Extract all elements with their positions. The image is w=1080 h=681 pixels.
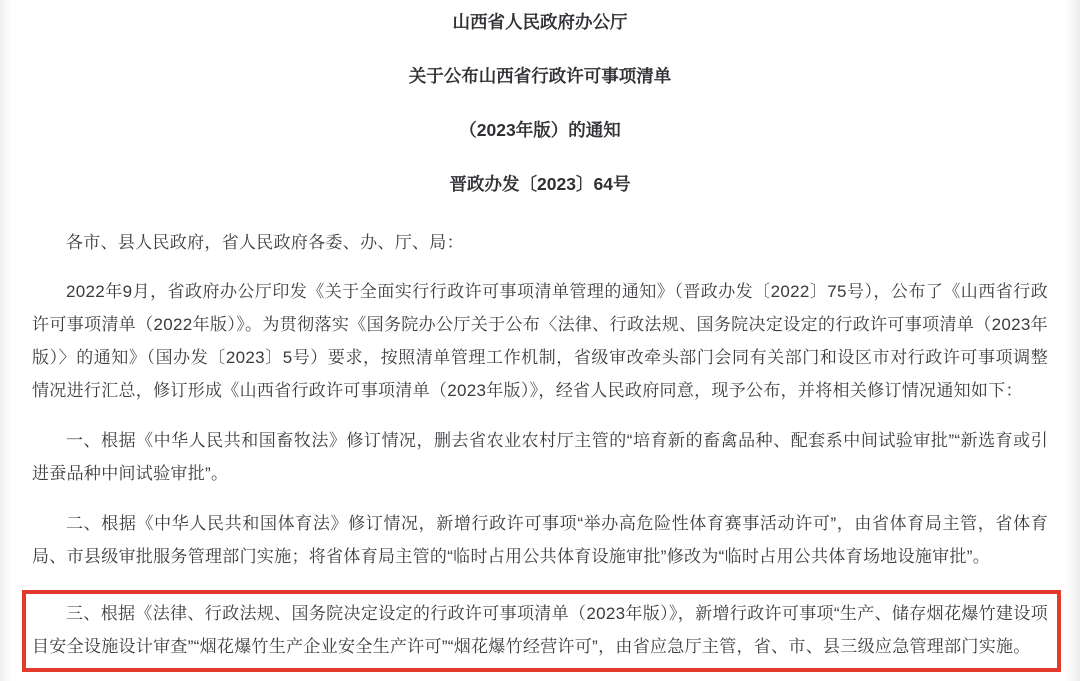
item-3-paragraph-highlighted: 三、根据《法律、行政法规、国务院决定设定的行政许可事项清单（2023年版）》，新增行政许可事项“生产、储存烟花爆竹建设项目安全设施设计审查”“烟花爆竹生产企业安全生产许可”“烟花爆竹经营许可”，由省应急厅主管，省、市、县三级应急管理部门实施。 [32, 604, 1048, 656]
notice-title-line: 关于公布山西省行政许可事项清单 [408, 66, 672, 86]
highlight-box [22, 590, 1061, 672]
intro-paragraph: 2022年9月，省政府办公厅印发《关于全面实行行政许可事项清单管理的通知》（晋政办发〔2022〕75号），公布了《山西省行政许可事项清单（2022年版）》。为贯彻落实《国务院办公厅关于公布〈法律、行政法规、国务院决定设定的行政许可事项清单（2023年版）〉的通知》（国办发〔2023〕5号）要求，按照清单管理工作机制，省级审改牵头部门会同有关部门和设区市对行政许可事项调整情况进行汇总，修订形成《山西省行政许可事项清单（2023年版）》，经省人民政府同意，现予公布，并将相关修订情况通知如下： [32, 282, 1048, 400]
item-2-paragraph: 二、根据《中华人民共和国体育法》修订情况，新增行政许可事项“举办高危险性体育赛事活动许可”，由省体育局主管，省体育局、市县级审批服务管理部门实施；将省体育局主管的“临时占用公共体育设施审批”修改为“临时占用公共体育场地设施审批”。 [32, 514, 1048, 566]
item-1-paragraph: 一、根据《中华人民共和国畜牧法》修订情况，删去省农业农村厅主管的“培育新的畜禽品种、配套系中间试验审批”“新选育或引进蚕品种中间试验审批”。 [32, 431, 1048, 483]
issuing-org-title: 山西省人民政府办公厅 [452, 12, 628, 32]
salutation: 各市、县人民政府，省人民政府各委、办、厅、局： [66, 233, 464, 252]
notice-title-suffix: （2023年版）的通知 [459, 120, 621, 140]
doc-number: 晋政办发〔2023〕64号 [449, 174, 631, 194]
